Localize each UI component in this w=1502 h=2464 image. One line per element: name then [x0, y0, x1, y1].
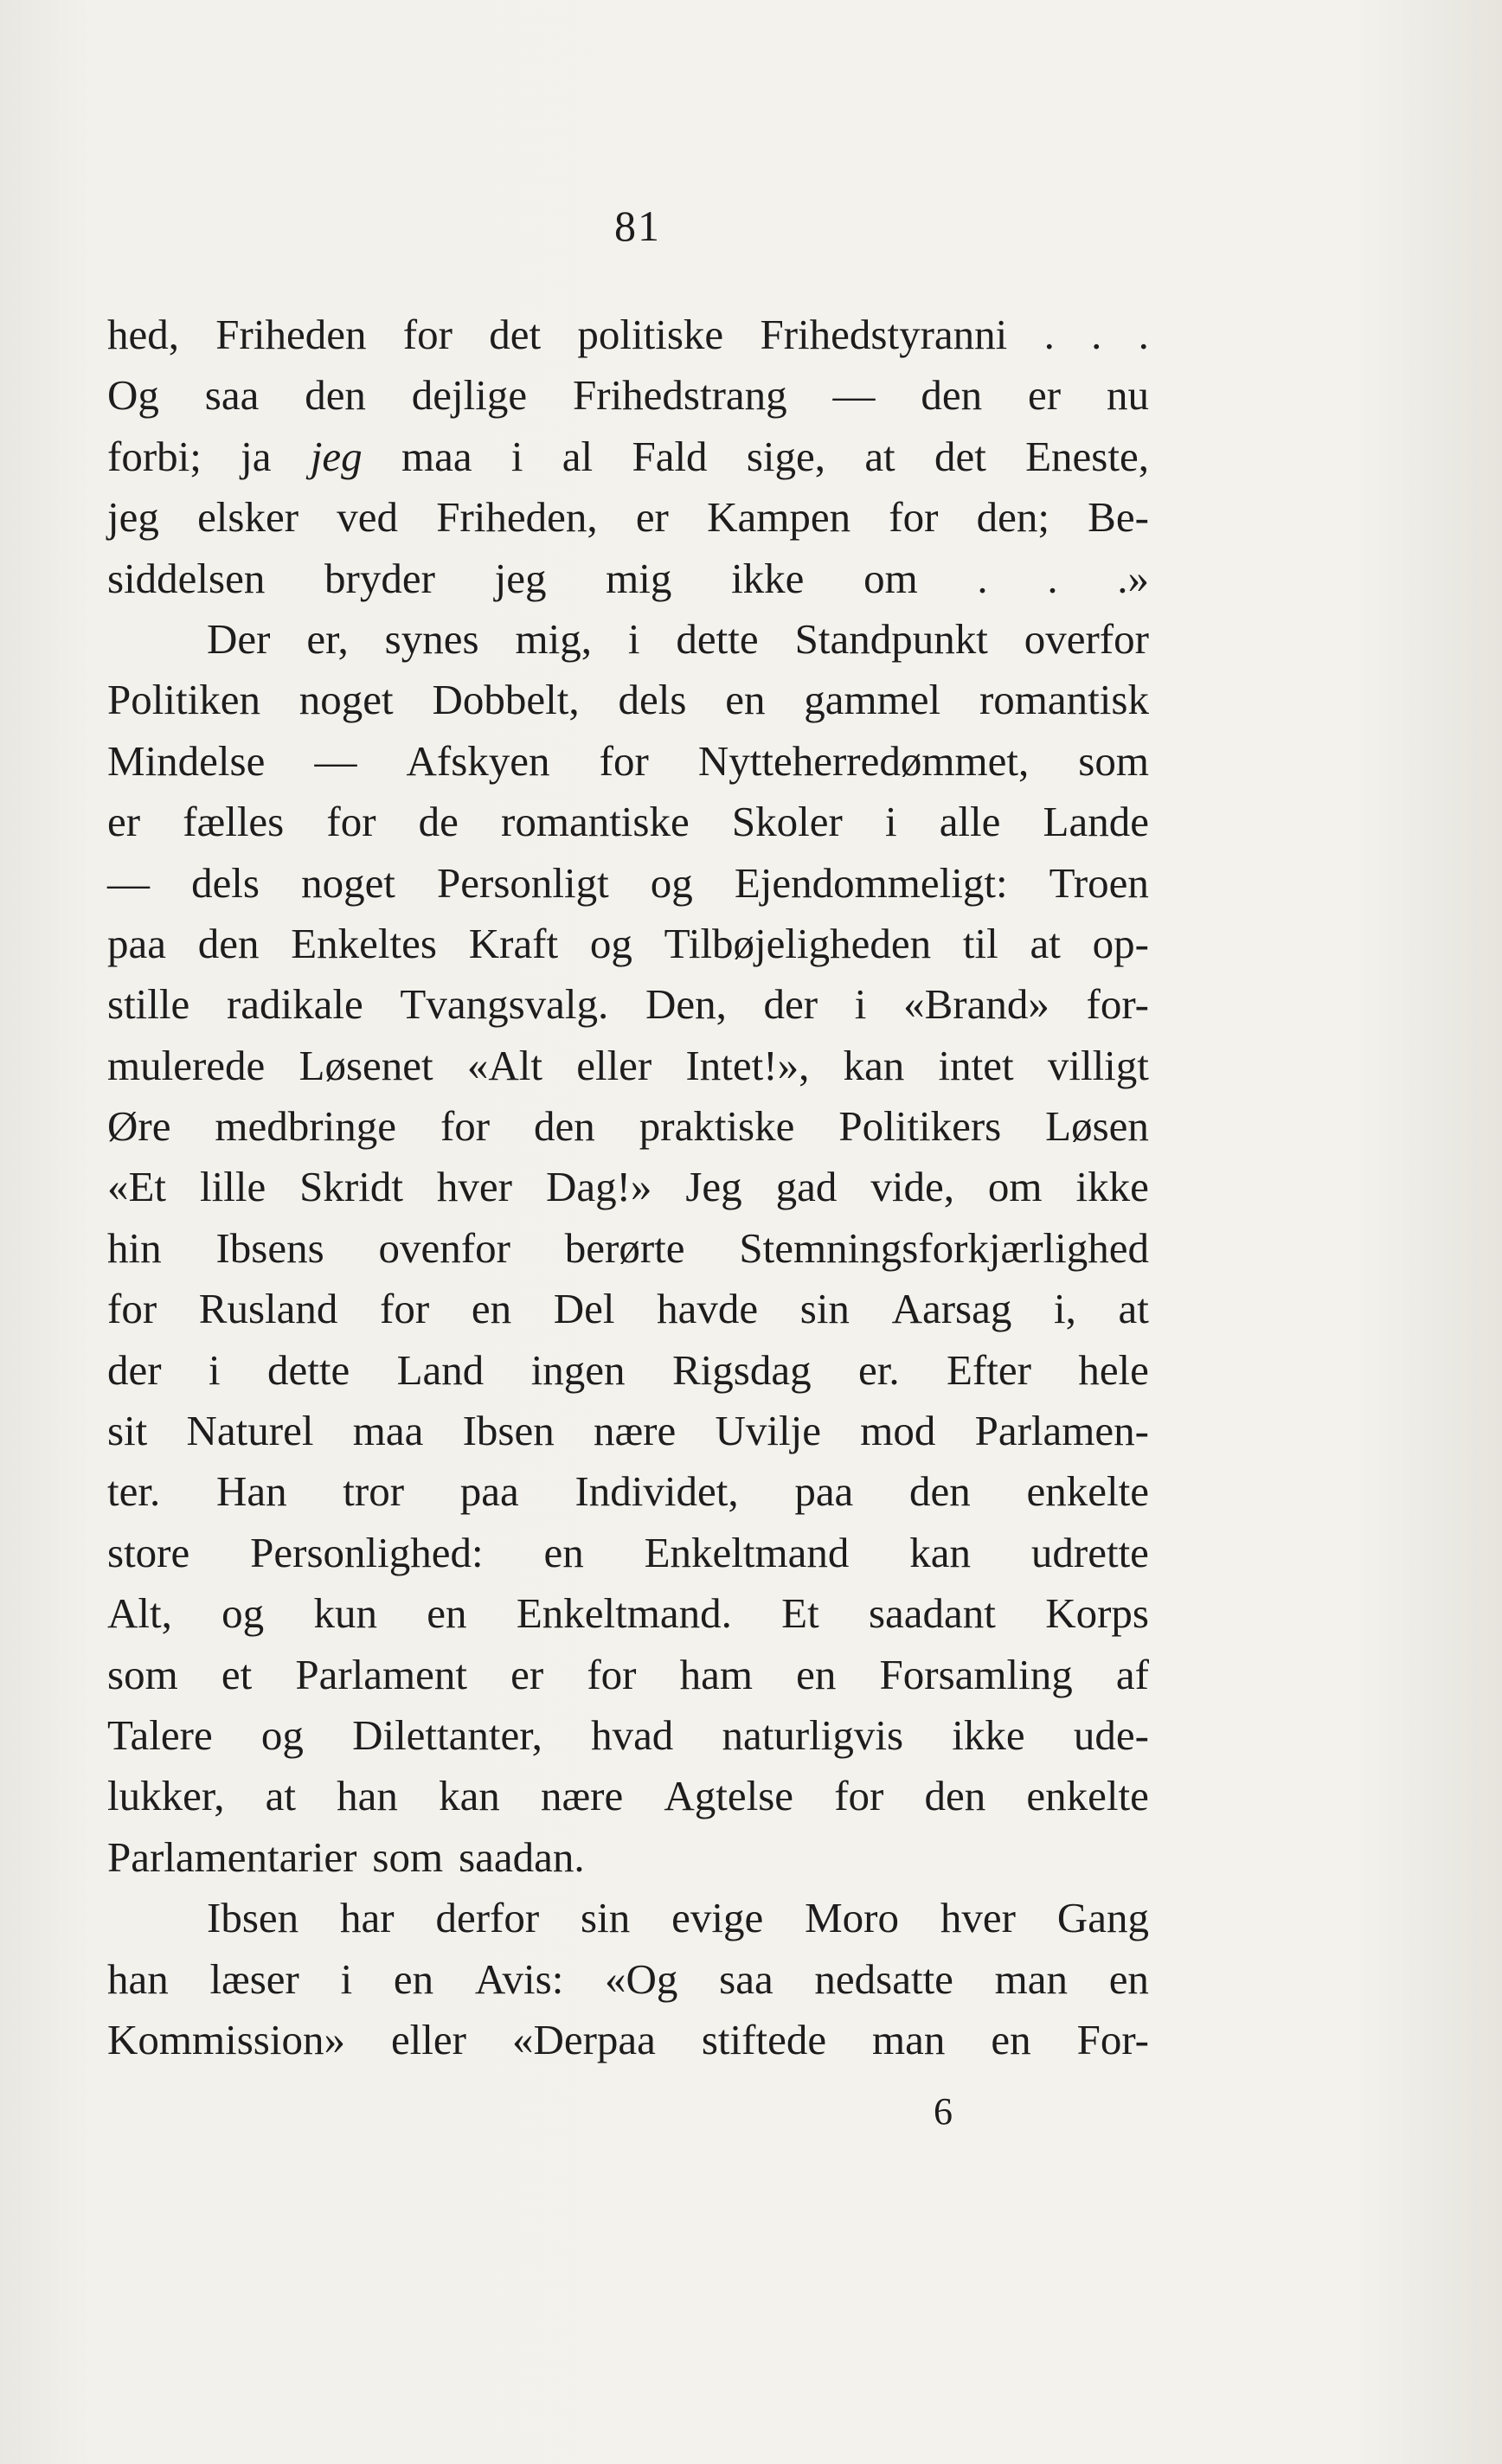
word: . [1091, 311, 1102, 358]
text-line [107, 670, 1149, 730]
word: Personlighed: [250, 1528, 484, 1576]
word: elsker [197, 493, 299, 542]
word: dette [266, 1345, 350, 1394]
word: dels [191, 858, 260, 907]
word: .» [1117, 554, 1149, 602]
word: paa [459, 1467, 519, 1516]
word: Ibsen [462, 1407, 555, 1455]
word: de [418, 798, 459, 846]
word: vide, [870, 1163, 954, 1211]
word: Nytteherredømmet, [697, 736, 1030, 785]
word: Afskyen [406, 736, 550, 785]
word: og [260, 1710, 304, 1759]
word: Der [207, 614, 271, 663]
word: den [305, 371, 366, 420]
word: bryder [324, 554, 435, 602]
word: Troen [1049, 858, 1149, 907]
word: «Derpaa [511, 2015, 656, 2063]
word: han [107, 1954, 169, 2003]
word: for [587, 1650, 637, 1698]
word: Tvangsvalg. [400, 980, 609, 1029]
word: Naturel [186, 1407, 314, 1455]
text-line [107, 1645, 1149, 1705]
word: den [534, 1102, 595, 1151]
word: enkelte [1026, 1467, 1149, 1516]
word: Del [553, 1285, 615, 1333]
word: Den, [645, 980, 727, 1029]
text-line [107, 792, 1149, 852]
word: kan [909, 1528, 972, 1576]
word: det [489, 311, 542, 358]
word: stiftede [701, 2015, 827, 2063]
word: en [1108, 1954, 1149, 2003]
word: ingen [530, 1345, 626, 1394]
word: Standpunkt [794, 614, 988, 663]
word: nedsatte [814, 1954, 953, 2003]
word: fælles [183, 798, 285, 846]
word: læser [209, 1954, 299, 2003]
word: Parlament [295, 1650, 467, 1698]
word: Han [215, 1467, 287, 1516]
text-line [107, 1888, 1149, 1948]
text-line [107, 487, 1149, 548]
text-line [107, 914, 1149, 974]
word: at [864, 432, 895, 480]
word: i [627, 614, 640, 663]
word: siddelsen [107, 554, 266, 602]
word: Parlamentarier [107, 1832, 357, 1881]
word: Enkeltes [291, 919, 437, 967]
word: den [909, 1467, 971, 1516]
text-line [107, 1279, 1149, 1339]
word: Dag!» [545, 1163, 652, 1211]
word: en [991, 2015, 1031, 2063]
word: mig, [515, 614, 592, 663]
word: «Brand» [903, 980, 1049, 1029]
word: Politikers [838, 1102, 1002, 1151]
word: for [402, 311, 453, 358]
signature-mark: 6 [934, 2090, 953, 2133]
text-line [107, 1766, 1149, 1826]
word: den [924, 1772, 986, 1820]
word: saadan. [459, 1832, 585, 1881]
word: ved [337, 493, 398, 542]
word: saa [204, 371, 260, 420]
word: er [510, 1650, 544, 1698]
word: noget [301, 858, 395, 907]
word: Frihedstrang [573, 371, 787, 420]
word: saadant [868, 1589, 996, 1638]
word: for [440, 1102, 491, 1151]
word: Løsenet [298, 1041, 433, 1089]
text-line [107, 1523, 1149, 1583]
word: Rusland [198, 1285, 338, 1333]
word: i [510, 432, 523, 480]
word: Kampen [707, 493, 851, 542]
word: . [1138, 311, 1149, 358]
word: op- [1092, 919, 1149, 967]
word: Skoler [731, 798, 843, 846]
word: Friheden, [436, 493, 598, 542]
word: for [107, 1285, 157, 1333]
word: derfor [435, 1894, 540, 1942]
word: Ibsens [215, 1223, 324, 1272]
word: . [977, 554, 988, 602]
word: Uvilje [715, 1407, 821, 1455]
word: og [589, 919, 632, 967]
word: og [650, 858, 693, 907]
word: al [562, 432, 594, 480]
word: af [1115, 1650, 1149, 1698]
word: for [889, 493, 939, 542]
word: hvad [591, 1710, 674, 1759]
word: at [265, 1772, 296, 1820]
word: kan [439, 1772, 500, 1820]
text-line [107, 1036, 1149, 1096]
word: i, [1054, 1285, 1076, 1333]
word: Personligt [437, 858, 609, 907]
word: kan [843, 1041, 905, 1089]
word: ter. [107, 1467, 161, 1516]
word: Enkeltmand [644, 1528, 850, 1576]
word: man [994, 1954, 1068, 2003]
word: ham [679, 1650, 754, 1698]
word: Tilbøjeligheden [664, 919, 932, 967]
word: evige [671, 1894, 764, 1942]
text-line [107, 1583, 1149, 1644]
word: «Et [107, 1163, 167, 1211]
word: en [543, 1528, 584, 1576]
word: Politiken [107, 676, 260, 724]
text-line [107, 609, 1149, 670]
word: sit [107, 1407, 148, 1455]
word: radikale [226, 980, 363, 1029]
word: sige, [746, 432, 826, 480]
word: for [380, 1285, 430, 1333]
word: den [921, 371, 983, 420]
word: er [635, 493, 669, 542]
word: Talere [107, 1710, 213, 1759]
word: «Alt [466, 1041, 542, 1089]
word: — [314, 736, 357, 785]
word: . [1047, 554, 1058, 602]
word: ikke [731, 554, 805, 602]
word: Eneste, [1025, 432, 1149, 480]
word: . [1043, 311, 1055, 358]
word: Frihedstyranni [760, 311, 1008, 358]
word: Øre [107, 1102, 171, 1151]
word: hele [1078, 1345, 1149, 1394]
word: har [340, 1894, 395, 1942]
word: Stemningsforkjærlighed [739, 1223, 1149, 1272]
word: paa [107, 919, 166, 967]
word: politiske [577, 311, 724, 358]
word: til [962, 919, 998, 967]
word: den; [976, 493, 1049, 542]
text-line [107, 731, 1149, 792]
text-line [107, 549, 1149, 609]
word: at [1030, 919, 1061, 967]
word: Jeg [685, 1163, 742, 1211]
word: Kraft [468, 919, 559, 967]
word: man [872, 2015, 946, 2063]
word: og [221, 1589, 265, 1638]
word: Moro [805, 1894, 899, 1942]
word: er [107, 798, 141, 846]
word: Aarsag [891, 1285, 1012, 1333]
word: Skridt [299, 1163, 403, 1211]
text-line [107, 1157, 1149, 1217]
word: kun [313, 1589, 377, 1638]
word: Gang [1056, 1894, 1149, 1942]
word: ude- [1073, 1710, 1149, 1759]
word: udrette [1030, 1528, 1149, 1576]
word: som [1078, 736, 1149, 785]
word: Rigsdag [671, 1345, 812, 1394]
word: jeg [494, 554, 547, 602]
word: hver [940, 1894, 1016, 1942]
word: for [599, 736, 649, 785]
word: Agtelse [664, 1772, 794, 1820]
word: en [471, 1285, 512, 1333]
word: «Og [605, 1954, 678, 2003]
word: er. [857, 1345, 900, 1394]
word: som [372, 1832, 444, 1881]
word: Land [396, 1345, 485, 1394]
word: er [1028, 371, 1062, 420]
word: Parlamen- [974, 1407, 1149, 1455]
word: nu [1106, 371, 1149, 420]
word: saa [719, 1954, 773, 2003]
word: det [934, 432, 986, 480]
word: en [796, 1650, 837, 1698]
word: noget [298, 676, 394, 724]
word: Enkeltmand. [516, 1589, 732, 1638]
word: Kommission» [107, 2015, 345, 2063]
word: om [863, 554, 918, 602]
text-line [107, 1705, 1149, 1766]
text-line [107, 1218, 1149, 1279]
word: sin [581, 1894, 631, 1942]
text-line [107, 2010, 1149, 2070]
word: lille [200, 1163, 266, 1211]
word: den [197, 919, 260, 967]
word: Og [107, 371, 159, 420]
word: dels [618, 676, 687, 724]
word: ikke [1075, 1163, 1149, 1211]
word: Lande [1043, 798, 1149, 846]
text-line [107, 1401, 1149, 1461]
text-line [107, 1949, 1149, 2010]
word: enkelte [1026, 1772, 1149, 1820]
word: Fald [632, 432, 708, 480]
text-line [107, 1827, 1149, 1888]
word: paa [794, 1467, 854, 1516]
word: Dobbelt, [432, 676, 580, 724]
word: — [832, 371, 876, 420]
word: et [221, 1650, 253, 1698]
word: at [1118, 1285, 1149, 1333]
word: er, [306, 614, 349, 663]
text-line [107, 365, 1149, 426]
word: Et [781, 1589, 819, 1638]
word: mod [860, 1407, 936, 1455]
word: dejlige [411, 371, 528, 420]
word: eller [576, 1041, 652, 1089]
word: ovenfor [378, 1223, 510, 1272]
word: Efter [946, 1345, 1031, 1394]
word: eller [390, 2015, 466, 2063]
word: — [107, 858, 150, 907]
word: der [763, 980, 818, 1029]
text-line [107, 1096, 1149, 1157]
word: hver [436, 1163, 512, 1211]
word: Løsen [1045, 1102, 1149, 1151]
word: Ibsen [207, 1894, 299, 1942]
word: romantiske [501, 798, 690, 846]
word: gad [775, 1163, 838, 1211]
word: nære [540, 1772, 624, 1820]
word: Avis: [474, 1954, 564, 2003]
word: tror [343, 1467, 405, 1516]
word: havde [657, 1285, 759, 1333]
word: en [393, 1954, 434, 2003]
word: forbi; [107, 432, 202, 480]
word: lukker, [107, 1772, 225, 1820]
text-line [107, 853, 1149, 914]
text-line [107, 427, 1149, 487]
word: han [337, 1772, 398, 1820]
word: sin [799, 1285, 850, 1333]
word: Dilettanter, [352, 1710, 542, 1759]
word: Korps [1045, 1589, 1149, 1638]
word: maa [401, 432, 472, 480]
word: maa [352, 1407, 424, 1455]
word: stille [107, 980, 190, 1029]
word: nære [594, 1407, 677, 1455]
word: overfor [1024, 614, 1149, 663]
word: alle [939, 798, 1001, 846]
word: en [427, 1589, 467, 1638]
word: dette [676, 614, 759, 663]
word: Individet, [574, 1467, 739, 1516]
word: medbringe [215, 1102, 396, 1151]
word: for- [1086, 980, 1149, 1029]
word: hin [107, 1223, 162, 1272]
word: Intet!», [685, 1041, 810, 1089]
word: i [208, 1345, 221, 1394]
word: hed, [107, 311, 179, 358]
word: villigt [1047, 1041, 1149, 1089]
text-line [107, 1461, 1149, 1522]
word: naturligvis [722, 1710, 904, 1759]
word: om [987, 1163, 1043, 1211]
word: Friheden [215, 311, 367, 358]
word: synes [384, 614, 479, 663]
word: Be- [1088, 493, 1149, 542]
body-text [107, 305, 1149, 2070]
word: Mindelse [107, 736, 266, 785]
word: jeg [310, 432, 363, 480]
word: som [107, 1650, 178, 1698]
word: gammel [804, 676, 941, 724]
word: en [725, 676, 766, 724]
word: i [884, 798, 897, 846]
word: intet [938, 1041, 1014, 1089]
word: berørte [564, 1223, 685, 1272]
text-line [107, 1340, 1149, 1401]
word: Forsamling [879, 1650, 1073, 1698]
word: store [107, 1528, 190, 1576]
word: Alt, [107, 1589, 172, 1638]
word: for [326, 798, 376, 846]
word: i [854, 980, 867, 1029]
page-number: 81 [614, 202, 661, 250]
word: jeg [107, 493, 159, 542]
word: mig [606, 554, 672, 602]
word: for [834, 1772, 884, 1820]
word: Ejendommeligt: [734, 858, 1008, 907]
text-line [107, 974, 1149, 1035]
word: der [107, 1345, 162, 1394]
text-line [107, 305, 1149, 365]
word: ja [241, 432, 272, 480]
word: For- [1076, 2015, 1149, 2063]
word: ikke [952, 1710, 1025, 1759]
word: romantisk [979, 676, 1149, 724]
word: i [340, 1954, 353, 2003]
word: praktiske [639, 1102, 795, 1151]
word: mulerede [107, 1041, 266, 1089]
